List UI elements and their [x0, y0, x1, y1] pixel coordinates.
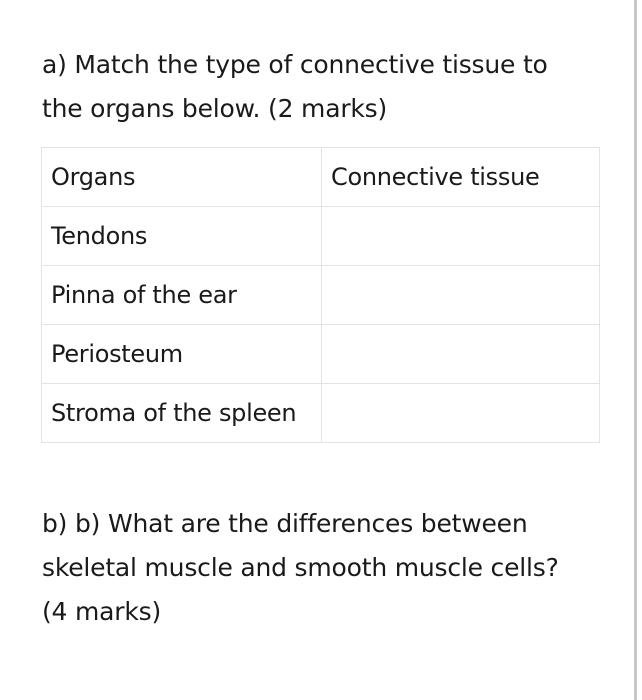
answer-cell[interactable]	[322, 384, 600, 443]
header-organs: Organs	[42, 148, 322, 207]
question-a-line-1: a) Match the type of connective tissue to	[42, 50, 548, 79]
matching-table	[41, 147, 600, 443]
organ-cell: Periosteum	[42, 325, 322, 384]
answer-cell[interactable]	[322, 266, 600, 325]
header-connective-tissue: Connective tissue	[322, 148, 600, 207]
table-header-row	[42, 148, 600, 207]
right-edge-divider	[634, 0, 637, 700]
organ-cell: Tendons	[42, 207, 322, 266]
answer-cell[interactable]	[322, 207, 600, 266]
answer-cell[interactable]	[322, 325, 600, 384]
table-row	[42, 266, 600, 325]
question-b-line-2: skeletal muscle and smooth muscle cells?	[42, 553, 559, 582]
organ-cell: Pinna of the ear	[42, 266, 322, 325]
question-a	[42, 43, 582, 131]
question-b	[42, 502, 602, 634]
table-row	[42, 384, 600, 443]
organ-cell: Stroma of the spleen	[42, 384, 322, 443]
question-b-line-3: (4 marks)	[42, 597, 162, 626]
table-row	[42, 325, 600, 384]
table-row	[42, 207, 600, 266]
question-a-line-2: the organs below. (2 marks)	[42, 94, 388, 123]
question-b-line-1: b) b) What are the differences between	[42, 509, 528, 538]
